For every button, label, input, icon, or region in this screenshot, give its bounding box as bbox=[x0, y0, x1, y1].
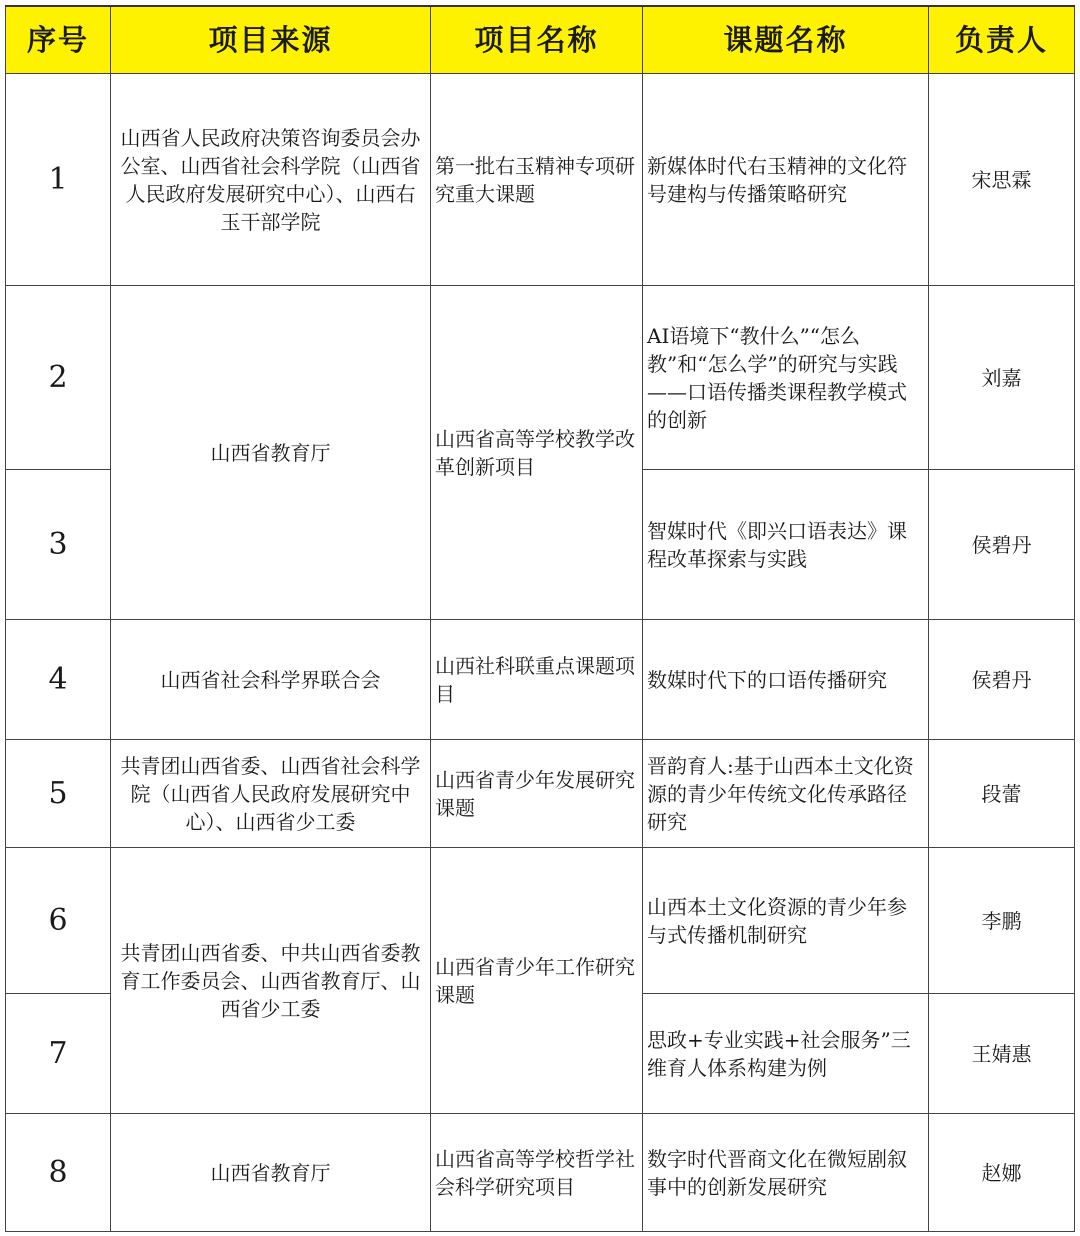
topic-name-cell: 山西本土文化资源的青少年参与式传播机制研究 bbox=[643, 848, 929, 994]
table-row bbox=[6, 848, 1075, 994]
person-cell: 段蕾 bbox=[929, 740, 1075, 848]
project-table bbox=[5, 5, 1075, 1232]
person-cell: 李鹏 bbox=[929, 848, 1075, 994]
table-row bbox=[6, 1114, 1075, 1232]
table-row bbox=[6, 74, 1075, 286]
topic-name-cell: 智媒时代《即兴口语表达》课程改革探索与实践 bbox=[643, 470, 929, 620]
row-number: 1 bbox=[6, 74, 111, 286]
header-serial-number: 序号 bbox=[6, 6, 111, 74]
row-number: 3 bbox=[6, 470, 111, 620]
person-cell: 刘嘉 bbox=[929, 286, 1075, 470]
project-name-cell: 山西省青少年发展研究课题 bbox=[431, 740, 643, 848]
header-topic-name: 课题名称 bbox=[643, 6, 929, 74]
topic-name-cell: 数媒时代下的口语传播研究 bbox=[643, 620, 929, 740]
project-name-cell: 山西省高等学校教学改革创新项目 bbox=[431, 286, 643, 620]
project-table-sheet bbox=[5, 5, 1074, 1229]
header-row bbox=[6, 6, 1075, 74]
project-source-cell: 山西省社会科学界联合会 bbox=[111, 620, 431, 740]
topic-name-cell: 晋韵育人:基于山西本土文化资源的青少年传统文化传承路径研究 bbox=[643, 740, 929, 848]
project-source-cell: 山西省教育厅 bbox=[111, 1114, 431, 1232]
project-name-cell: 山西省高等学校哲学社会科学研究项目 bbox=[431, 1114, 643, 1232]
topic-name-cell: 思政+专业实践+社会服务”三维育人体系构建为例 bbox=[643, 994, 929, 1114]
row-number: 4 bbox=[6, 620, 111, 740]
person-cell: 宋思霖 bbox=[929, 74, 1075, 286]
person-cell: 侯碧丹 bbox=[929, 470, 1075, 620]
project-source-cell: 山西省人民政府决策咨询委员会办公室、山西省社会科学院（山西省人民政府发展研究中心）、山西右玉干部学院 bbox=[111, 74, 431, 286]
table-row bbox=[6, 286, 1075, 470]
header-project-source: 项目来源 bbox=[111, 6, 431, 74]
row-number: 6 bbox=[6, 848, 111, 994]
person-cell: 赵娜 bbox=[929, 1114, 1075, 1232]
table-row bbox=[6, 620, 1075, 740]
topic-name-cell: 数字时代晋商文化在微短剧叙事中的创新发展研究 bbox=[643, 1114, 929, 1232]
table-row bbox=[6, 740, 1075, 848]
row-number: 8 bbox=[6, 1114, 111, 1232]
topic-name-cell: 新媒体时代右玉精神的文化符号建构与传播策略研究 bbox=[643, 74, 929, 286]
project-name-cell: 山西社科联重点课题项目 bbox=[431, 620, 643, 740]
project-source-cell: 山西省教育厅 bbox=[111, 286, 431, 620]
header-project-name: 项目名称 bbox=[431, 6, 643, 74]
row-number: 2 bbox=[6, 286, 111, 470]
person-cell: 王婧惠 bbox=[929, 994, 1075, 1114]
row-number: 7 bbox=[6, 994, 111, 1114]
header-person-in-charge: 负责人 bbox=[929, 6, 1075, 74]
project-name-cell: 山西省青少年工作研究课题 bbox=[431, 848, 643, 1114]
project-name-cell: 第一批右玉精神专项研究重大课题 bbox=[431, 74, 643, 286]
topic-name-cell: AI语境下“教什么”“怎么教”和“怎么学”的研究与实践——口语传播类课程教学模式的创新 bbox=[643, 286, 929, 470]
project-source-cell: 共青团山西省委、中共山西省委教育工作委员会、山西省教育厅、山西省少工委 bbox=[111, 848, 431, 1114]
project-source-cell: 共青团山西省委、山西省社会科学院（山西省人民政府发展研究中心）、山西省少工委 bbox=[111, 740, 431, 848]
row-number: 5 bbox=[6, 740, 111, 848]
person-cell: 侯碧丹 bbox=[929, 620, 1075, 740]
